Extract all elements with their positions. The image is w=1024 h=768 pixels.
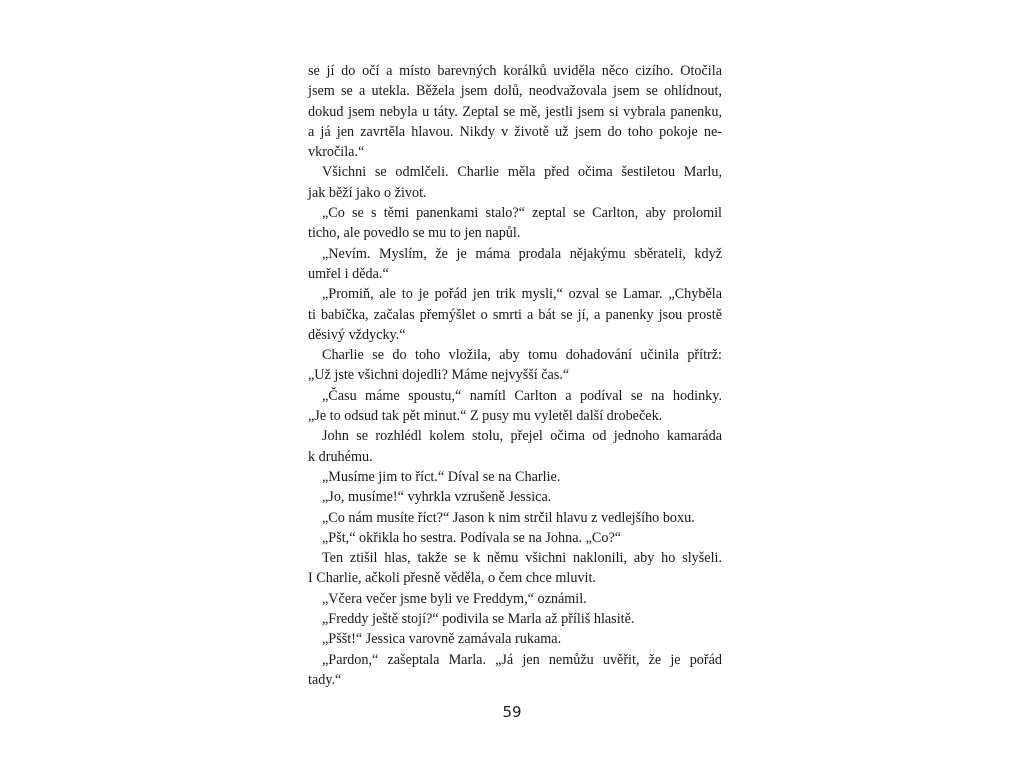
text-line: tady.“ bbox=[308, 671, 342, 688]
text-line: „Co se s těmi panenkami stalo?“ zeptal se Carlton, aby prolomil bbox=[322, 205, 722, 222]
text-line: „Promiň, ale to je pořád jen trik mysli,“ ozval se Lamar. „Chyběla bbox=[322, 286, 722, 303]
text-line: „Pardon,“ zašeptala Marla. „Já jen nemůžu uvěřit, že je pořád bbox=[322, 651, 722, 668]
page-number: 59 bbox=[502, 703, 522, 721]
text-line: dokud jsem nebyla u táty. Zeptal se mě, jestli jsem si vybrala panenku, bbox=[308, 103, 722, 120]
text-line: jsem se a utekla. Běžela jsem dolů, neodvažovala jsem se ohlídnout, bbox=[308, 83, 722, 100]
text-line: „Freddy ještě stojí?“ podivila se Marla až příliš hlasitě. bbox=[322, 611, 635, 628]
text-line: „Nevím. Myslím, že je máma prodala nějakýmu sběrateli, když bbox=[322, 245, 722, 262]
text-line: I Charlie, ačkoli přesně věděla, o čem chce mluvit. bbox=[308, 570, 596, 587]
text-line: „Pššt!“ Jessica varovně zamávala rukama. bbox=[322, 631, 562, 648]
text-line: „Jo, musíme!“ vyhrkla vzrušeně Jessica. bbox=[322, 489, 552, 506]
text-line: Charlie se do toho vložila, aby tomu dohadování učinila přítrž: bbox=[322, 347, 722, 364]
text-line: se jí do očí a místo barevných korálků uviděla něco cizího. Otočila bbox=[308, 63, 722, 79]
text-line: děsivý vždycky.“ bbox=[308, 326, 406, 343]
text-line: ti babička, začalas přemýšlet o smrti a bát se jí, a panenky jsou prostě bbox=[308, 306, 722, 323]
text-line: „Času máme spoustu,“ namítl Carlton a podíval se na hodinky. bbox=[322, 387, 722, 404]
text-line: jak běží jako o život. bbox=[308, 184, 427, 201]
text-line: „Je to odsud tak pět minut.“ Z pusy mu vyletěl další drobeček. bbox=[308, 408, 663, 425]
text-line: k druhému. bbox=[308, 448, 373, 465]
text-line: „Včera večer jsme byli ve Freddym,“ oznámil. bbox=[322, 590, 587, 607]
text-line: Všichni se odmlčeli. Charlie měla před očima šestiletou Marlu, bbox=[322, 164, 722, 181]
text-line: a já jen zavrtěla hlavou. Nikdy v životě už jsem do toho pokoje ne- bbox=[308, 123, 722, 140]
text-line: umřel i děda.“ bbox=[308, 265, 389, 282]
text-line: „Už jste všichni dojedli? Máme nejvyšší čas.“ bbox=[308, 367, 570, 384]
text-line: „Musíme jim to říct.“ Díval se na Charlie. bbox=[322, 468, 561, 485]
text-line: Ten ztišil hlas, takže se k němu všichni naklonili, aby ho slyšeli. bbox=[322, 550, 722, 567]
text-line: „Pšt,“ okřikla ho sestra. Podívala se na Johna. „Co?“ bbox=[322, 529, 622, 546]
text-line: John se rozhlédl kolem stolu, přejel očima od jednoho kamaráda bbox=[322, 428, 722, 445]
text-line: „Co nám musíte říct?“ Jason k nim strčil hlavu z vedlejšího boxu. bbox=[322, 509, 695, 526]
text-line: ticho, ale povedlo se mu to jen napůl. bbox=[308, 225, 521, 242]
book-page-text bbox=[308, 61, 722, 690]
text-line: vkročila.“ bbox=[308, 144, 365, 161]
